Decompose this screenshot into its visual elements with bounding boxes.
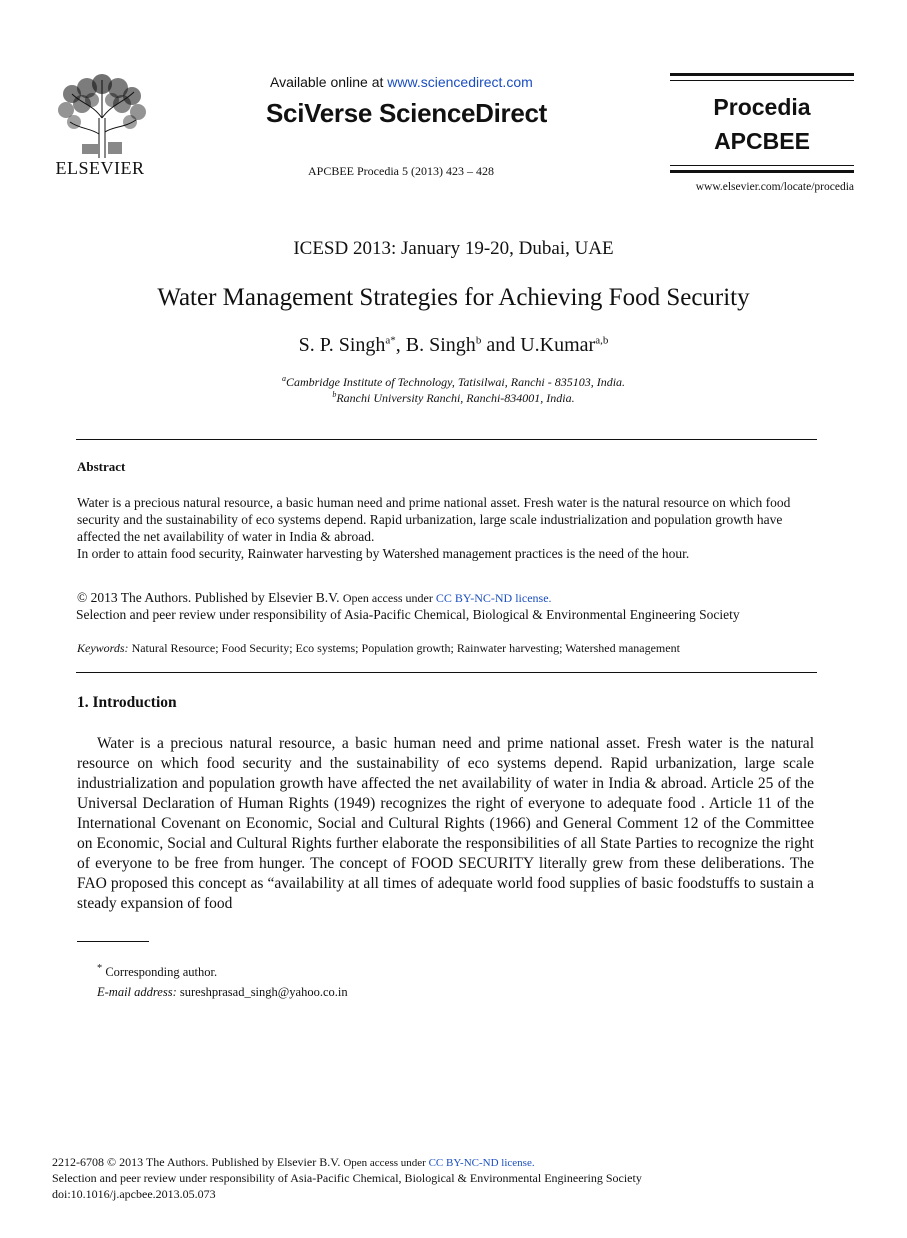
footnote-text: Corresponding author. (102, 965, 218, 980)
abstract-bottom-rule (76, 672, 817, 673)
affiliation-sup: b (332, 390, 337, 399)
footer-issn-line (52, 1155, 535, 1170)
sciverse-brand: SciVerse ScienceDirect (266, 98, 548, 128)
affiliation-b (0, 390, 907, 406)
available-online-label: Available online at (270, 74, 388, 90)
footer-peer-review: Selection and peer review under responsibility of Asia-Pacific Chemical, Biological & Environmental Engineering Society (52, 1171, 642, 1185)
footnote-rule (77, 941, 149, 942)
procedia-title: Procedia (713, 94, 811, 120)
elsevier-logo-text: ELSEVIER (55, 158, 145, 178)
procedia-bottom-rule-thin (670, 165, 854, 166)
peer-review-line: Selection and peer review under responsibility of Asia-Pacific Chemical, Biological & Environmental Engineering Society (76, 607, 740, 622)
author-separator: , (395, 334, 406, 356)
journal-url[interactable]: www.elsevier.com/locate/procedia (695, 181, 854, 193)
footer-license-link[interactable]: CC BY-NC-ND license. (428, 1157, 535, 1169)
author-name: B. Singh (405, 334, 476, 356)
journal-citation: APCBEE Procedia 5 (2013) 423 – 428 (308, 164, 494, 178)
open-access-text: Open access under (342, 591, 436, 605)
abstract-top-rule (76, 439, 817, 440)
affiliation-text: Cambridge Institute of Technology, Tatisilwai, Ranchi - 835103, India. (285, 375, 626, 389)
author-name: S. P. Singh (298, 334, 386, 356)
abstract-body (77, 494, 821, 562)
author-list (0, 334, 907, 357)
abstract-paragraph: Water is a precious natural resource, a basic human need and prime national asset. Fresh water is the natural resource on which food security and the sustainability of eco systems depend. Rapid urbanization, large scale industrialization and population growth have affected the net availability of water in India & abroad. (77, 495, 791, 544)
footnote-marker: * (97, 963, 103, 974)
footnote-email (97, 985, 348, 1000)
footer-open-access: Open access under (343, 1157, 429, 1169)
abstract-paragraph: In order to attain food security, Rainwater harvesting by Watershed management practices is the need of the hour. (77, 546, 690, 561)
affiliation-sup: a (281, 374, 286, 383)
license-link[interactable]: CC BY-NC-ND license. (435, 591, 552, 605)
author-affil-sup: b (475, 334, 482, 347)
affiliation-a (0, 374, 907, 390)
email-label: E-mail address: (97, 985, 177, 999)
conference-line: ICESD 2013: January 19-20, Dubai, UAE (293, 238, 614, 259)
copyright-line (77, 590, 552, 606)
keywords-label: Keywords: (77, 641, 129, 655)
footer-copyright: 2212-6708 © 2013 The Authors. Published by Elsevier B.V. (52, 1155, 344, 1169)
author-name: U.Kumar (520, 334, 596, 356)
procedia-bottom-rule (670, 170, 854, 173)
paper-title: Water Management Strategies for Achieving Food Security (157, 284, 750, 311)
keywords-list: Natural Resource; Food Security; Eco systems; Population growth; Rainwater harvesting; Watershed management (128, 641, 680, 655)
keywords-line (77, 641, 680, 656)
footnote-corresponding (97, 963, 217, 980)
introduction-text: Water is a precious natural resource, a basic human need and prime national asset. Fresh water is the natural resource on which food security and the sustainability of eco systems depend. Rapid urbanization, large scale industrialization and population growth have affected the net availability of water in India & abroad. Article 25 of the Universal Declaration of Human Rights (1949) recognizes the right of everyone to adequate food . Article 11 of the International Covenant on Economic, Social and Cultural Rights (1966) and General Comment 12 of the Committee on Economic, Social and Cultural Rights further elaborate the responsibilities of all State Parties to recognize the right of everyone to be free from hunger. The concept of FOOD SECURITY literally grew from these deliberations. The FAO proposed this concept as “availability at all times of adequate world food supplies of basic foodstuffs to sustain a steady expansion of food (77, 735, 814, 912)
author-separator: and (481, 334, 521, 356)
sciencedirect-link[interactable]: www.sciencedirect.com (387, 74, 533, 90)
email-address[interactable]: sureshprasad_singh@yahoo.co.in (176, 985, 348, 999)
procedia-top-rule-thin (670, 80, 854, 81)
available-online (270, 74, 533, 90)
author-affil-sup: a,b (595, 334, 609, 347)
affiliation-text: Ranchi University Ranchi, Ranchi-834001, India. (336, 391, 575, 405)
copyright-text: © 2013 The Authors. Published by Elsevier B.V. (77, 590, 343, 605)
footer-doi[interactable]: doi:10.1016/j.apcbee.2013.05.073 (52, 1187, 216, 1201)
procedia-top-rule (670, 73, 854, 76)
section-heading-introduction: 1. Introduction (77, 694, 177, 711)
introduction-body (77, 734, 814, 914)
abstract-heading: Abstract (77, 459, 126, 474)
author-affil-sup: a* (385, 334, 396, 347)
procedia-subtitle: APCBEE (714, 128, 810, 154)
